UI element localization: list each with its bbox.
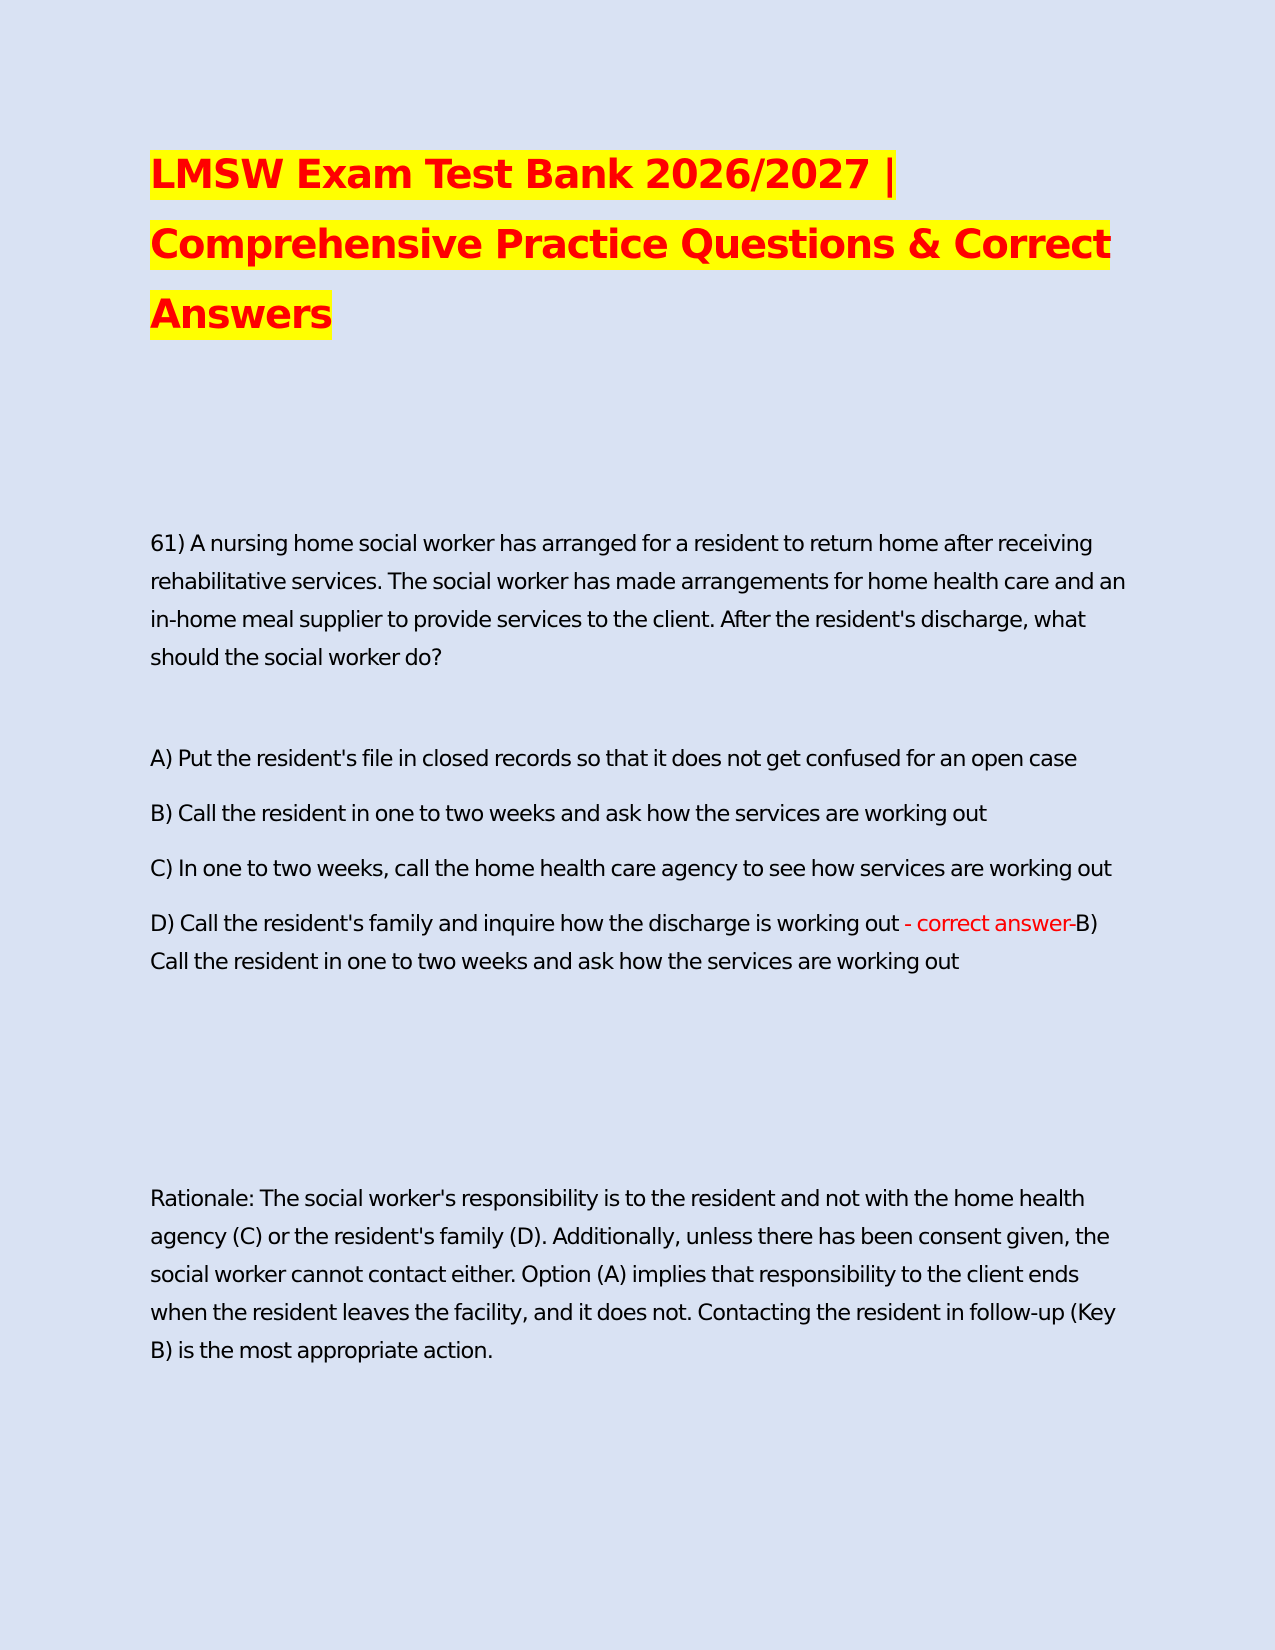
correct-answer: B) Call the resident in one to two weeks and ask how the services are working out bbox=[150, 911, 1098, 975]
title-highlight: LMSW Exam Test Bank 2026/2027 | Comprehensive Practice Questions & Correct Answers bbox=[150, 152, 1111, 338]
question-body: A nursing home social worker has arranged for a resident to return home after receiving rehabilitative services. The social worker has made arrangements for home health care and an in-home meal supplier to provide services to the client. After the resident's discharge, what should the social worker do? bbox=[150, 531, 1126, 671]
option-c bbox=[150, 850, 1130, 888]
option-label: D) bbox=[150, 911, 175, 937]
option-b bbox=[150, 795, 1130, 833]
option-text: Call the resident in one to two weeks and ask how the services are working out bbox=[177, 801, 987, 827]
question-number: 61) bbox=[150, 531, 185, 557]
question-text bbox=[150, 525, 1130, 677]
option-label: A) bbox=[150, 746, 173, 772]
document-page bbox=[150, 140, 1130, 1364]
option-text: Put the resident's file in closed records so that it does not get confused for an open case bbox=[177, 746, 1077, 772]
option-label: B) bbox=[150, 801, 173, 827]
option-a bbox=[150, 740, 1130, 778]
answer-options bbox=[150, 740, 1130, 998]
correct-answer-marker: - correct answer- bbox=[898, 911, 1076, 937]
document-title bbox=[150, 140, 1130, 350]
option-text: Call the resident's family and inquire how the discharge is working out bbox=[179, 911, 899, 937]
option-label: C) bbox=[150, 856, 173, 882]
rationale-text: Rationale: The social worker's responsibility is to the resident and not with the home health agency (C) or the resident's family (D). Additionally, unless there has been consent given, the social worker cannot contact either. Option (A) implies that responsibility to the client ends when the resident leaves the facility, and it does not. Contacting the resident in follow-up (Key B) is the most appropriate action. bbox=[150, 1186, 1116, 1364]
option-text: In one to two weeks, call the home health care agency to see how services are working out bbox=[177, 856, 1112, 882]
option-d bbox=[150, 905, 1130, 981]
